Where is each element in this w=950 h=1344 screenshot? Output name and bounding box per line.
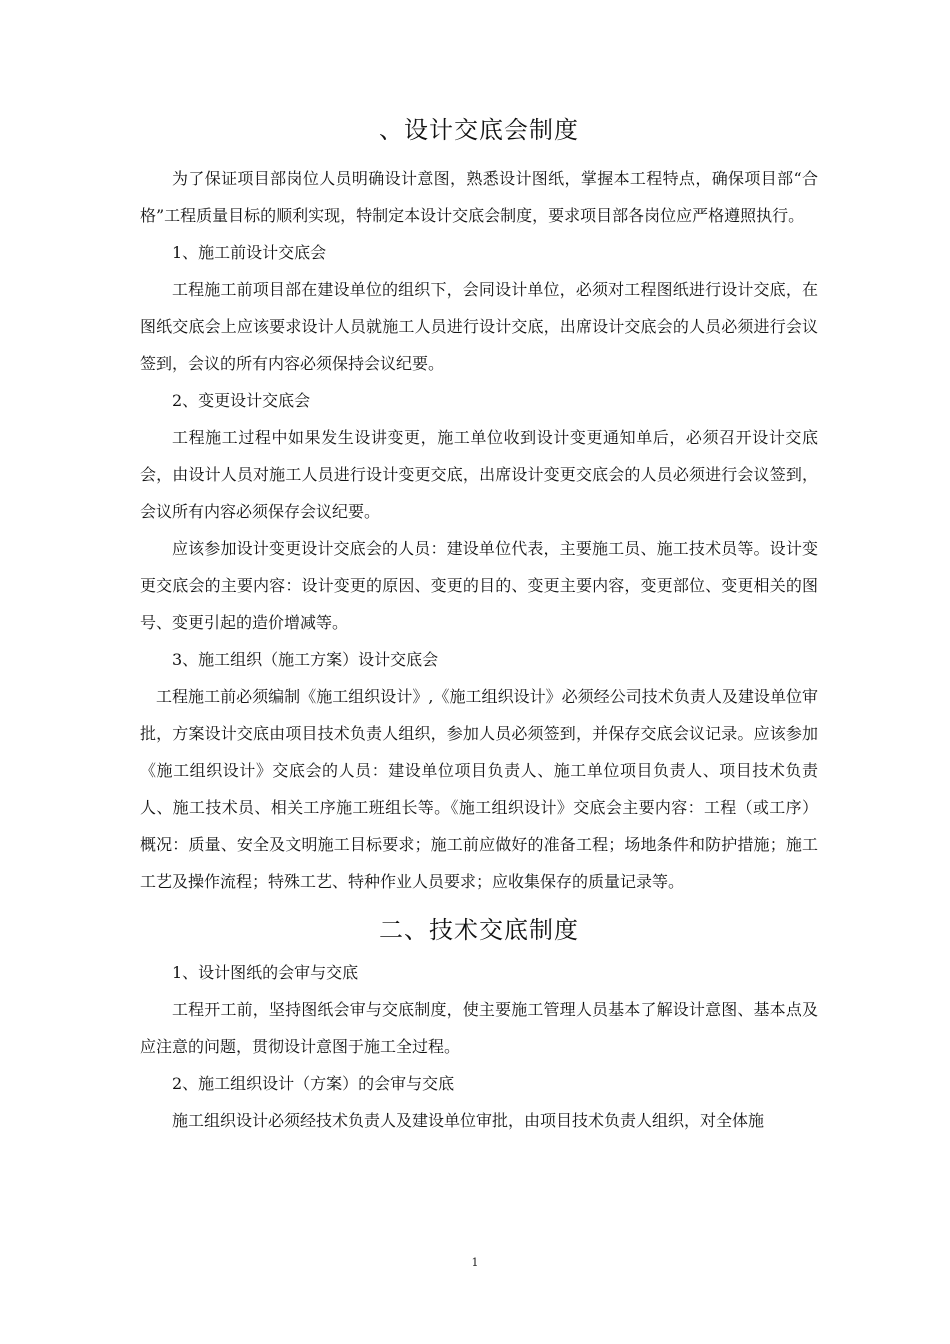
section-2-sub-2-title: 2、施工组织设计（方案）的会审与交底	[172, 1074, 455, 1093]
section-2-sub-1-title: 1、设计图纸的会审与交底	[172, 963, 359, 982]
section-1-sub-3-title: 3、施工组织（施工方案）设计交底会	[172, 650, 439, 669]
section-2-title: 二、技术交底制度	[379, 916, 579, 944]
section-1-sub-2-body-2: 应该参加设计变更设计交底会的人员：建设单位代表，主要施工员、施工技术员等。设计变更交底会的主要内容：设计变更的原因、变更的目的、变更主要内容，变更部位、变更相关的图号、变更引起的造价增减等。	[140, 539, 818, 632]
section-2-sub-1-body: 工程开工前，坚持图纸会审与交底制度，使主要施工管理人员基本了解设计意图、基本点及应注意的问题，贯彻设计意图于施工全过程。	[140, 1000, 818, 1056]
section-1-title: 、设计交底会制度	[379, 116, 579, 144]
section-1-sub-1-body: 工程施工前项目部在建设单位的组织下，会同设计单位，必须对工程图纸进行设计交底，在图纸交底会上应该要求设计人员就施工人员进行设计交底，出席设计交底会的人员必须进行会议签到，会议的所有内容必须保持会议纪要。	[140, 280, 818, 373]
section-1-sub-2-body-1: 工程施工过程中如果发生设讲变更，施工单位收到设计变更通知单后，必须召开设计交底会，由设计人员对施工人员进行设计变更交底，出席设计变更交底会的人员必须进行会议签到，会议所有内容必须保存会议纪要。	[140, 428, 818, 521]
page-number: 1	[471, 1256, 479, 1269]
section-2-sub-2-body: 施工组织设计必须经技术负责人及建设单位审批，由项目技术负责人组织，对全体施	[172, 1111, 765, 1130]
section-1-sub-3-body: 工程施工前必须编制《施工组织设计》,《施工组织设计》必须经公司技术负责人及建设单位审批，方案设计交底由项目技术负责人组织，参加人员必须签到，并保存交底会议记录。应该参加《施工组织设计》交底会的人员：建设单位项目负责人、施工单位项目负责人、项目技术负责人、施工技术员、相关工序施工班组长等。《施工组织设计》交底会主要内容：工程（或工序）概况：质量、安全及文明施工目标要求；施工前应做好的准备工程；场地条件和防护措施；施工工艺及操作流程；特殊工艺、特种作业人员要求；应收集保存的质量记录等。	[140, 687, 818, 891]
document-body	[140, 112, 818, 1139]
section-1-sub-1-title: 1、施工前设计交底会	[172, 243, 327, 262]
section-1-sub-2-title: 2、变更设计交底会	[172, 391, 311, 410]
section-1-intro: 为了保证项目部岗位人员明确设计意图，熟悉设计图纸，掌握本工程特点，确保项目部“合格”工程质量目标的顺利实现，特制定本设计交底会制度，要求项目部各岗位应严格遵照执行。	[140, 169, 818, 225]
